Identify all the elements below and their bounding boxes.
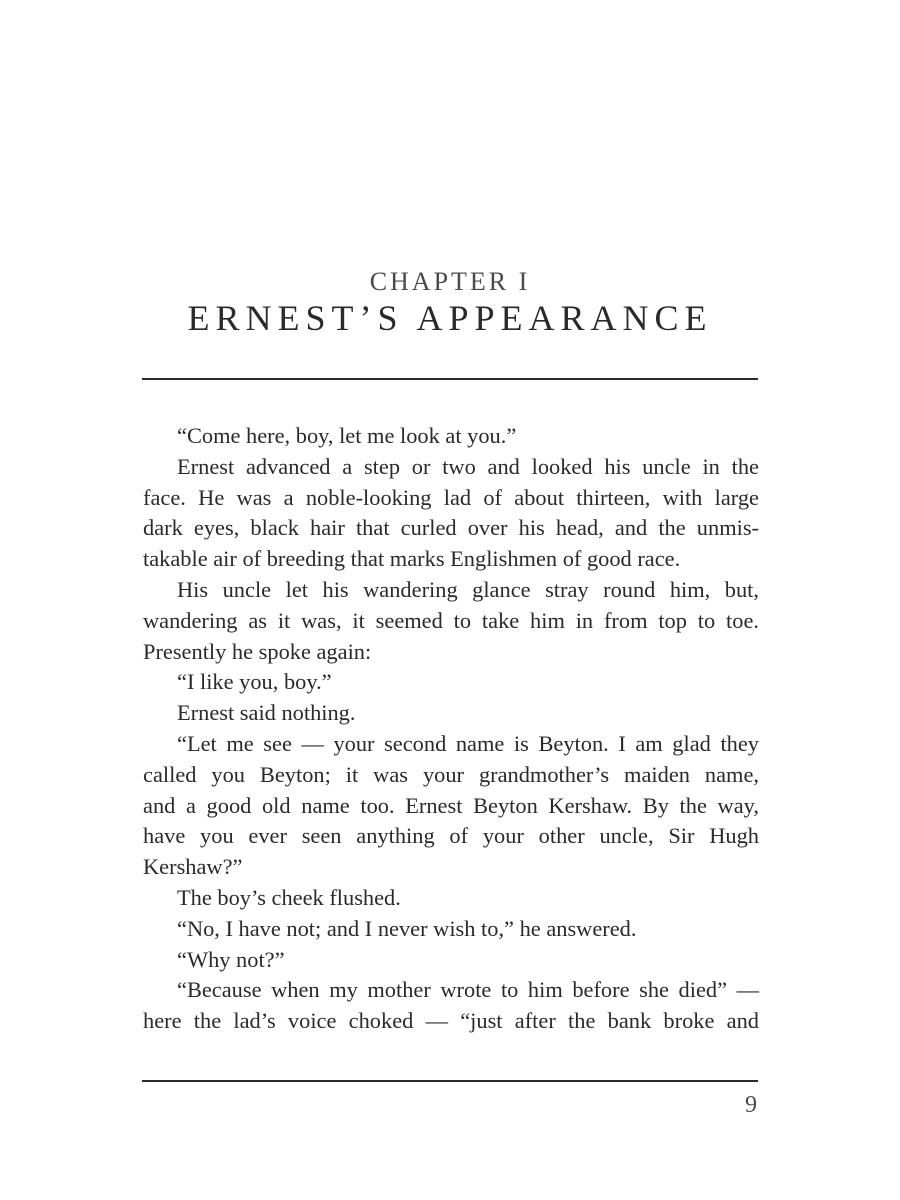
text-line: Ernest said nothing. [177,700,356,726]
top-rule [142,378,758,380]
text-line: Ernest advanced a step or two and looked his uncle in the [177,453,759,479]
bottom-rule [142,1080,758,1082]
text-line: here the lad’s voice choked — “just after the bank broke and [143,1008,759,1034]
text-line: and a good old name too. Ernest Beyton Kershaw. By the way, [143,792,759,818]
text-line: “Let me see — your second name is Beyton. I am glad they [177,730,759,756]
chapter-number: CHAPTER I [369,267,531,296]
text-line: Kershaw?” [143,854,243,880]
text-line: “No, I have not; and I never wish to,” he answered. [177,915,637,941]
text-line: have you ever seen anything of your other uncle, Sir Hugh [143,823,759,849]
text-line: “I like you, boy.” [177,669,332,695]
text-line: takable air of breeding that marks Englishmen of good race. [143,546,681,572]
chapter-title: ERNEST’S APPEARANCE [187,298,713,338]
text-line: “Why not?” [177,946,285,972]
text-line: dark eyes, black hair that curled over his head, and the unmis- [143,515,759,541]
text-line: The boy’s cheek flushed. [177,884,401,910]
text-line: called you Beyton; it was your grandmother’s maiden name, [143,761,759,787]
text-line: Presently he spoke again: [143,638,372,664]
text-line: wandering as it was, it seemed to take him in from top to toe. [143,607,759,633]
text-line: “Come here, boy, let me look at you.” [177,423,517,448]
text-line: “Because when my mother wrote to him before she died” — [177,977,759,1003]
text-line: face. He was a noble-looking lad of about thirteen, with large [143,484,759,510]
page-number: 9 [745,1092,757,1118]
body-text [143,421,759,1037]
text-line: His uncle let his wandering glance stray round him, but, [177,576,759,602]
